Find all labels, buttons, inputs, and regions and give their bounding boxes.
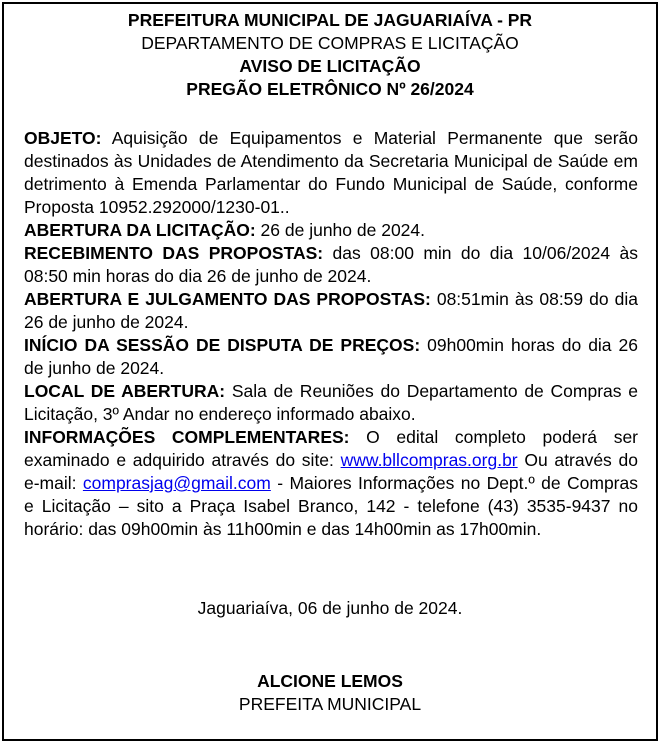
- date-line: Jaguariaíva, 06 de junho de 2024.: [197, 598, 463, 618]
- notice-body: [24, 127, 638, 541]
- website-link[interactable]: www.bllcompras.org.br: [340, 450, 518, 470]
- informacoes-text-1: O edital completo poderá ser examinado e adquirido através do site:: [24, 427, 639, 470]
- abertura-text: 26 de junho de 2024.: [255, 220, 426, 240]
- objeto-text: Aquisição de Equipamentos e Material Permanente que serão destinados às Unidades de Atendimento da Secretaria Municipal de Saúde em detrimento à Emenda Parlamentar do Fundo Municipal de Saúde, conforme Proposta 10952.292000/1230-01..: [24, 128, 638, 217]
- signatory-name: ALCIONE LEMOS: [257, 671, 403, 691]
- signatory-title: PREFEITA MUNICIPAL: [238, 694, 422, 714]
- informacoes-text-3: - Maiores Informações no Dept.º de Compras e Licitação – sito a Praça Isabel Branco, 142 - telefone (43) 3535-9437 no horário: das 09h00min às 11h00min e das 14h00min as 17h00min.: [24, 473, 638, 539]
- signature-block: [4, 670, 656, 716]
- informacoes-paragraph: [24, 426, 638, 541]
- auction-number: PREGÃO ELETRÔNICO Nº 26/2024: [186, 79, 474, 99]
- abertura-paragraph: [24, 219, 638, 242]
- municipality-title: PREFEITURA MUNICIPAL DE JAGUARIAÍVA - PR: [127, 10, 533, 30]
- julgamento-paragraph: [24, 288, 638, 334]
- inicio-label: INÍCIO DA SESSÃO DE DISPUTA DE PREÇOS:: [24, 335, 421, 355]
- julgamento-label: ABERTURA E JULGAMENTO DAS PROPOSTAS:: [24, 289, 431, 309]
- objeto-paragraph: [24, 127, 638, 219]
- notice-title: AVISO DE LICITAÇÃO: [239, 56, 421, 76]
- local-paragraph: [24, 380, 638, 426]
- inicio-paragraph: [24, 334, 638, 380]
- recebimento-text: das 08:00 min do dia 10/06/2024 às 08:50 min horas do dia 26 de junho de 2024.: [24, 243, 638, 286]
- recebimento-paragraph: [24, 242, 638, 288]
- local-label: LOCAL DE ABERTURA:: [24, 381, 226, 401]
- abertura-label: ABERTURA DA LICITAÇÃO:: [24, 220, 256, 240]
- informacoes-label: INFORMAÇÕES COMPLEMENTARES:: [24, 427, 350, 447]
- recebimento-label: RECEBIMENTO DAS PROPOSTAS:: [24, 243, 324, 263]
- julgamento-text: 08:51min às 08:59 do dia 26 de junho de 2024.: [24, 289, 638, 332]
- objeto-label: OBJETO:: [24, 128, 102, 148]
- informacoes-text-2: Ou através do e-mail:: [24, 450, 638, 493]
- email-link[interactable]: comprasjag@gmail.com: [82, 473, 271, 493]
- department-title: DEPARTAMENTO DE COMPRAS E LICITAÇÃO: [141, 33, 519, 53]
- notice-header: [4, 9, 656, 101]
- local-text: Sala de Reuniões do Departamento de Compras e Licitação, 3º Andar no endereço informado abaixo.: [24, 381, 638, 424]
- inicio-text: 09h00min horas do dia 26 de junho de 2024.: [24, 335, 638, 378]
- notice-frame: [2, 2, 658, 741]
